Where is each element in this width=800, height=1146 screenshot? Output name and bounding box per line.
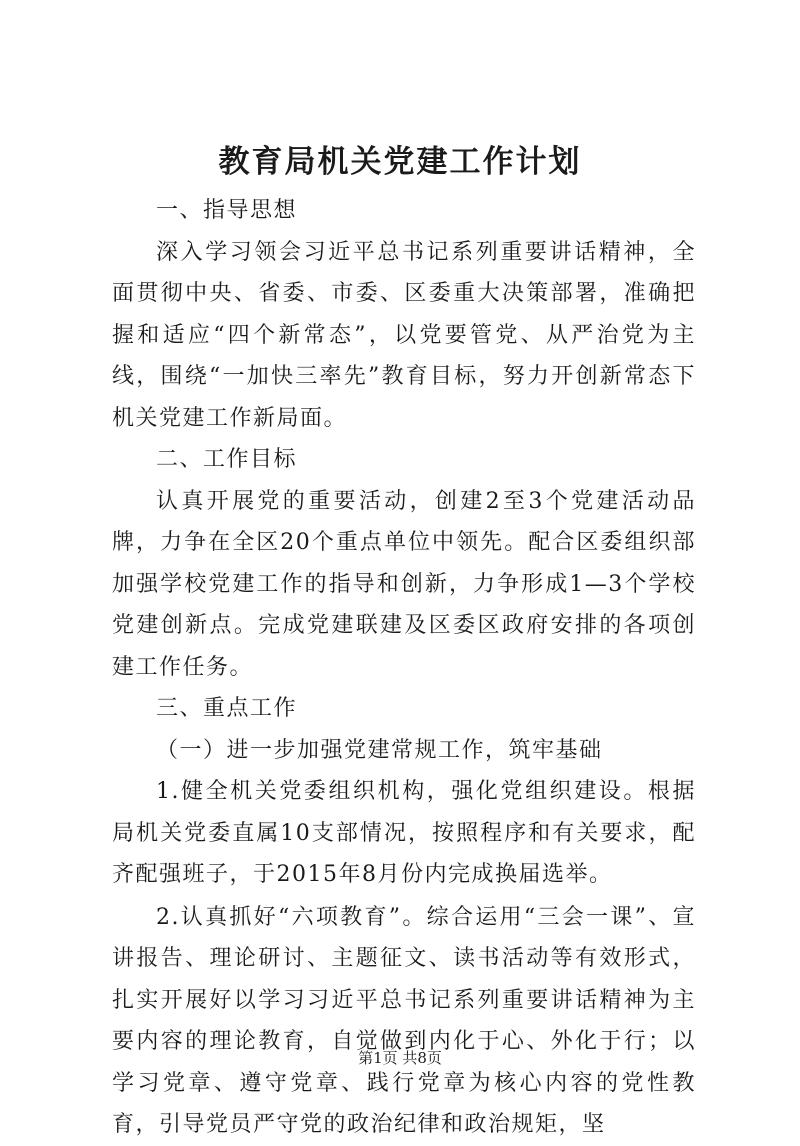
subsection-heading-routine-work: （一）进一步加强党建常规工作，筑牢基础 [156, 737, 603, 763]
section-heading-guiding-ideology: 一、指导思想 [156, 198, 298, 223]
paragraph-item-2: 2.认真抓好“六项教育”。综合运用“三会一课”、宣讲报告、理论研讨、主题征文、读书活动等有效形式，扎实开展好以学习习近平总书记系列重要讲话精神为主要内容的理论教育，自觉做到内化于心、外化于行；以学习党章、遵守党章、践行党章为核心内容的党性教育，引导党员严守党的政治纪律和政治规矩，坚 [112, 904, 696, 1137]
section-heading-work-goals: 二、工作目标 [156, 447, 298, 472]
document-body [112, 190, 696, 1146]
page-number-footer: 第1页 共8页 [358, 1049, 442, 1067]
paragraph-work-goals: 认真开展党的重要活动，创建2至3个党建活动品牌，力争在全区20个重点单位中领先。配合区委组织部加强学校党建工作的指导和创新，力争形成1—3个学校党建创新点。完成党建联建及区委区政府安排的各项创建工作任务。 [112, 488, 696, 680]
paragraph-guiding-ideology: 深入学习领会习近平总书记系列重要讲话精神，全面贯彻中央、省委、市委、区委重大决策部署，准确把握和适应“四个新常态”，以党要管党、从严治党为主线，围绕“一加快三率先”教育目标，努力开创新常态下机关党建工作新局面。 [112, 239, 696, 431]
section-heading-key-work: 三、重点工作 [156, 696, 298, 721]
paragraph-item-1: 1.健全机关党委组织机构，强化党组织建设。根据局机关党委直属10支部情况，按照程序和有关要求，配齐配强班子，于2015年8月份内完成换届选举。 [112, 779, 696, 887]
document-title: 教育局机关党建工作计划 [218, 144, 582, 180]
